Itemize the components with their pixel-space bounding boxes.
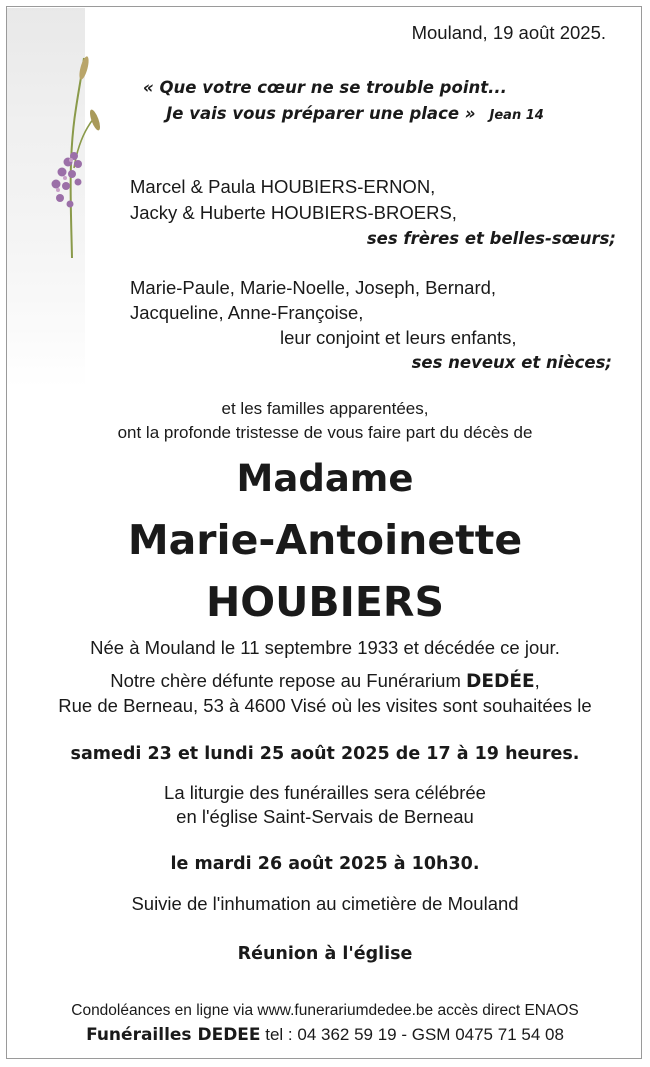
deceased-title: Madame [236,457,414,500]
quote-line-1: « Que votre cœur ne se trouble point... [143,78,507,97]
liturgy-line-1: La liturgie des funérailles sera célébrée [164,782,486,803]
family-2-line-2: Jacqueline, Anne-Françoise, [130,302,364,323]
quote-line-2 [30,104,650,123]
birth-info: Née à Mouland le 11 septembre 1933 et décédée ce jour. [90,637,560,658]
visits-schedule: samedi 23 et lundi 25 août 2025 de 17 à 19 heures. [70,744,580,764]
repose-prefix: Notre chère défunte repose au Funérarium [110,670,467,691]
footer-contact-line [0,1025,650,1045]
repose-line [0,670,650,692]
burial-info: Suivie de l'inhumation au cimetière de Mouland [131,893,519,914]
deceased-last-name: HOUBIERS [205,578,445,626]
family-1-line-1: Marcel & Paula HOUBIERS-ERNON, [130,176,436,197]
family-1-relation: ses frères et belles-sœurs; [366,229,616,248]
announcement-line-2: ont la profonde tristesse de vous faire part du décès de [117,423,533,442]
quote-reference: Jean 14 [489,108,544,123]
quote-text: Je vais vous préparer une place » [166,104,476,123]
family-1-line-2: Jacky & Huberte HOUBIERS-BROERS, [130,202,457,223]
company-name: Funérailles DEDEE [86,1025,261,1045]
contact-info: tel : 04 362 59 19 - GSM 0475 71 54 08 [260,1025,564,1044]
family-2-line-3: leur conjoint et leurs enfants, [280,327,517,348]
deceased-first-name: Marie-Antoinette [127,516,523,564]
repose-suffix: , [534,670,540,691]
condolences-info: Condoléances en ligne via www.funerariumdedee.be accès direct ENAOS [71,1002,579,1019]
ceremony-date: le mardi 26 août 2025 à 10h30. [170,854,480,874]
family-2-line-1: Marie-Paule, Marie-Noelle, Joseph, Bernard, [130,277,497,298]
family-2-relation: ses neveux et nièces; [411,353,612,372]
address-line: Rue de Berneau, 53 à 4600 Visé où les visites sont souhaitées le [58,695,592,716]
funeral-home-name: DEDÉE [466,671,535,692]
liturgy-line-2: en l'église Saint-Servais de Berneau [176,806,474,827]
place-date: Mouland, 19 août 2025. [411,22,606,43]
announcement-line-1: et les familles apparentées, [221,399,429,418]
reunion-info: Réunion à l'église [237,944,413,964]
